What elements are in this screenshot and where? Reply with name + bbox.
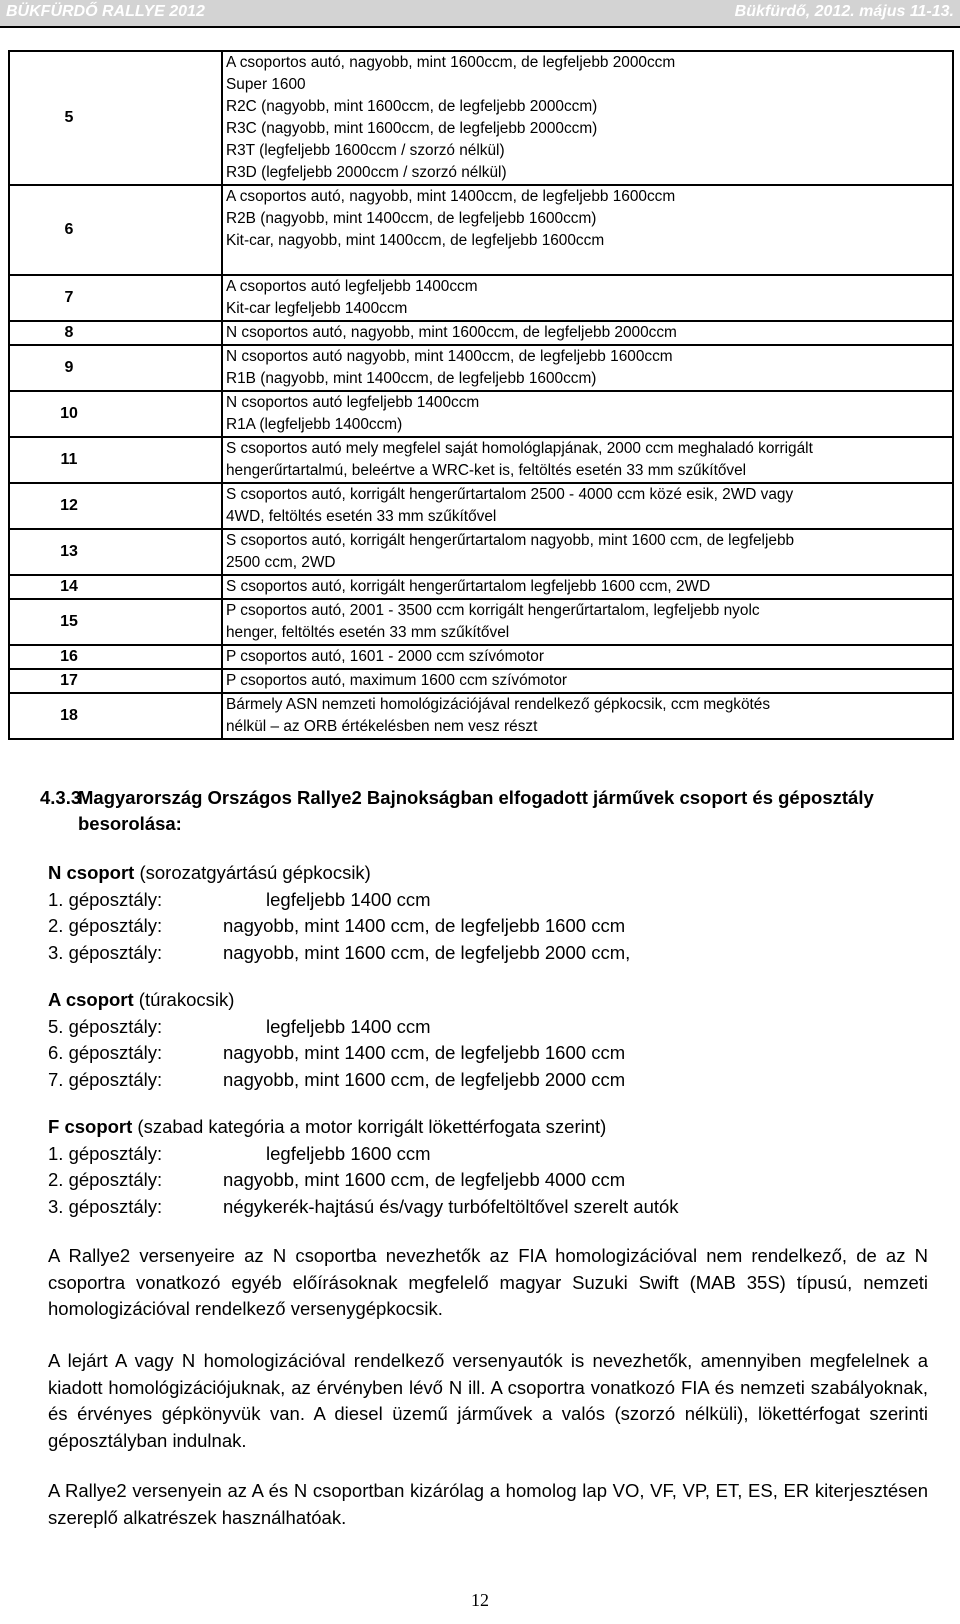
class-row: [9, 321, 953, 345]
class-label: 1. géposztály:: [48, 1142, 163, 1164]
class-entry: [48, 1194, 928, 1221]
class-description: [222, 321, 953, 345]
class-description: [222, 529, 953, 575]
class-description: [222, 575, 953, 599]
class-description: [222, 345, 953, 391]
class-label: 2. géposztály:: [48, 1169, 163, 1191]
class-entry: [48, 1141, 928, 1168]
class-row: [9, 599, 953, 645]
class-row: [9, 693, 953, 739]
class-description-line: nélkül – az ORB értékelésben nem vesz részt: [226, 718, 538, 735]
class-label: 1. géposztály:: [48, 888, 163, 910]
class-number: 8: [9, 321, 222, 345]
class-number: 13: [9, 529, 222, 575]
group-f: [48, 1114, 928, 1220]
class-description-line: A csoportos autó, nagyobb, mint 1400ccm, de legfeljebb 1600ccm: [226, 188, 676, 205]
group-description: (sorozatgyártású gépkocsik): [139, 862, 371, 883]
class-description-line: A csoportos autó legfeljebb 1400ccm: [226, 278, 478, 295]
class-number: 6: [9, 185, 222, 275]
class-row: [9, 345, 953, 391]
group-name: A csoport: [48, 989, 134, 1010]
class-number: 16: [9, 645, 222, 669]
class-row: [9, 645, 953, 669]
class-description-line: P csoportos autó, 1601 - 2000 ccm szívómotor: [226, 648, 544, 665]
class-entry: [48, 887, 928, 914]
class-description-line: Super 1600: [226, 76, 306, 93]
class-description-line: R1A (legfeljebb 1400ccm): [226, 416, 403, 433]
class-description-line: S csoportos autó, korrigált hengerűrtartalom legfeljebb 1600 ccm, 2WD: [226, 578, 711, 595]
class-number: 5: [9, 51, 222, 185]
paragraph-1: A Rallye2 versenyeire az N csoportba nevezhetők az FIA homologizációval nem rendelkező, de az N csoportra vonatkozó egyéb előírásoknak megfelelő magyar Suzuki Swift (MAB 35S) típusú, nemzeti homologizációval rendelkező versenygépkocsik.: [48, 1245, 928, 1320]
class-row: [9, 391, 953, 437]
class-description-line: 4WD, feltöltés esetén 33 mm szűkítővel: [226, 508, 497, 525]
class-description-line: P csoportos autó, 2001 - 3500 ccm korrigált hengerűrtartalom, legfeljebb nyolc: [226, 602, 760, 619]
group-name: F csoport: [48, 1116, 133, 1137]
class-description-line: S csoportos autó, korrigált hengerűrtartalom nagyobb, mint 1600 ccm, de legfeljebb: [226, 532, 795, 549]
class-number: 14: [9, 575, 222, 599]
class-row: [9, 575, 953, 599]
class-description: [222, 693, 953, 739]
class-description: [222, 645, 953, 669]
class-value: nagyobb, mint 1400 ccm, de legfeljebb 1600 ccm: [223, 1042, 626, 1064]
group-description: (túrakocsik): [138, 989, 235, 1010]
class-description-line: R2C (nagyobb, mint 1600ccm, de legfeljebb 2000ccm): [226, 98, 598, 115]
class-description: [222, 437, 953, 483]
class-number: 18: [9, 693, 222, 739]
class-description-line: [226, 252, 952, 274]
class-row: [9, 185, 953, 275]
class-number: 10: [9, 391, 222, 437]
header-event-title: BÜKFÜRDŐ RALLYE 2012: [6, 3, 205, 20]
class-entry: [48, 1040, 928, 1067]
class-value: legfeljebb 1400 ccm: [266, 1015, 431, 1037]
class-description: [222, 51, 953, 185]
group-heading: [48, 987, 928, 1014]
class-value: négykerék-hajtású és/vagy turbófeltöltővel szerelt autók: [223, 1195, 679, 1217]
class-entry: [48, 1014, 928, 1041]
class-label: 5. géposztály:: [48, 1015, 163, 1037]
group-heading: [48, 1114, 928, 1141]
class-value: nagyobb, mint 1600 ccm, de legfeljebb 4000 ccm: [223, 1169, 626, 1191]
class-description-line: henger, feltöltés esetén 33 mm szűkítővel: [226, 624, 510, 641]
class-entry: [48, 1167, 928, 1194]
class-number: 12: [9, 483, 222, 529]
class-value: nagyobb, mint 1400 ccm, de legfeljebb 1600 ccm: [223, 915, 626, 937]
group-n: [48, 860, 928, 966]
paragraph-2: A lejárt A vagy N homologizációval rendelkező versenyautók is nevezhetők, amennyiben megfelelnek a kiadott homológizációjuknak, az érvényben lévő N ill. A csoportra vonatkozó FIA és nemzeti szabályoknak, és érvényes gépkönyvük van. A diesel üzemű járművek a valós (szorzó nélküli), lökettérfogat szerinti géposztályban indulnak.: [48, 1350, 928, 1451]
class-row: [9, 275, 953, 321]
class-description-line: R3T (legfeljebb 1600ccm / szorzó nélkül): [226, 142, 505, 159]
class-description-line: N csoportos autó, nagyobb, mint 1600ccm, de legfeljebb 2000ccm: [226, 324, 677, 341]
class-number: 9: [9, 345, 222, 391]
group-heading: [48, 860, 928, 887]
section-number: 4.3.3: [40, 787, 82, 808]
class-description-line: N csoportos autó nagyobb, mint 1400ccm, de legfeljebb 1600ccm: [226, 348, 673, 365]
class-description-line: 2500 ccm, 2WD: [226, 554, 336, 571]
class-number: 15: [9, 599, 222, 645]
class-description: [222, 483, 953, 529]
class-description-line: N csoportos autó legfeljebb 1400ccm: [226, 394, 480, 411]
class-row: [9, 437, 953, 483]
class-description-line: S csoportos autó, korrigált hengerűrtartalom 2500 - 4000 ccm közé esik, 2WD vagy: [226, 486, 794, 503]
class-row: [9, 483, 953, 529]
class-description-line: Kit-car legfeljebb 1400ccm: [226, 300, 408, 317]
class-entry: [48, 1067, 928, 1094]
class-description-line: Bármely ASN nemzeti homológizációjával rendelkező gépkocsik, ccm megkötés: [226, 696, 771, 713]
class-number: 11: [9, 437, 222, 483]
group-description: (szabad kategória a motor korrigált lökettérfogata szerint): [137, 1116, 607, 1137]
class-description-line: S csoportos autó mely megfelel saját homológlapjának, 2000 ccm meghaladó korrigált: [226, 440, 813, 457]
class-entry: [48, 940, 928, 967]
class-description-line: hengerűrtartalmú, beleértve a WRC-ket is, feltöltés esetén 33 mm szűkítővel: [226, 462, 747, 479]
class-label: 3. géposztály:: [48, 941, 163, 963]
class-value: legfeljebb 1400 ccm: [266, 888, 431, 910]
class-label: 6. géposztály:: [48, 1042, 163, 1064]
page-header: [0, 0, 960, 28]
class-description-line: P csoportos autó, maximum 1600 ccm szívómotor: [226, 672, 568, 689]
group-name: N csoport: [48, 862, 135, 883]
class-description: [222, 275, 953, 321]
class-number: 7: [9, 275, 222, 321]
section-heading: [40, 785, 948, 837]
class-entry: [48, 913, 928, 940]
class-description: [222, 669, 953, 693]
header-event-date: Bükfürdő, 2012. május 11-13.: [734, 3, 954, 20]
paragraph-3: A Rallye2 versenyein az A és N csoportban kizárólag a homolog lap VO, VF, VP, ET, ES, ER kiterjesztésen szereplő alkatrészek használhatóak.: [48, 1480, 928, 1528]
class-description-line: R3D (legfeljebb 2000ccm / szorzó nélkül): [226, 164, 507, 181]
class-description-line: R3C (nagyobb, mint 1600ccm, de legfeljebb 2000ccm): [226, 120, 598, 137]
class-description-line: R2B (nagyobb, mint 1400ccm, de legfeljebb 1600ccm): [226, 210, 597, 227]
class-row: [9, 529, 953, 575]
class-label: 2. géposztály:: [48, 915, 163, 937]
class-value: nagyobb, mint 1600 ccm, de legfeljebb 2000 ccm,: [223, 941, 631, 963]
section-title: Magyarország Országos Rallye2 Bajnokságban elfogadott járművek csoport és géposztály besorolása:: [78, 787, 874, 834]
group-a: [48, 987, 928, 1093]
class-value: nagyobb, mint 1600 ccm, de legfeljebb 2000 ccm: [223, 1068, 626, 1090]
class-description-line: A csoportos autó, nagyobb, mint 1600ccm, de legfeljebb 2000ccm: [226, 54, 676, 71]
class-row: [9, 51, 953, 185]
class-value: legfeljebb 1600 ccm: [266, 1142, 431, 1164]
class-description: [222, 185, 953, 275]
class-row: [9, 669, 953, 693]
page-number: 12: [471, 1590, 489, 1610]
class-table: [8, 50, 954, 740]
class-label: 3. géposztály:: [48, 1195, 163, 1217]
class-label: 7. géposztály:: [48, 1068, 163, 1090]
class-description: [222, 391, 953, 437]
class-number: 17: [9, 669, 222, 693]
class-description-line: R1B (nagyobb, mint 1400ccm, de legfeljebb 1600ccm): [226, 370, 597, 387]
class-description: [222, 599, 953, 645]
class-description-line: Kit-car, nagyobb, mint 1400ccm, de legfeljebb 1600ccm: [226, 232, 605, 249]
